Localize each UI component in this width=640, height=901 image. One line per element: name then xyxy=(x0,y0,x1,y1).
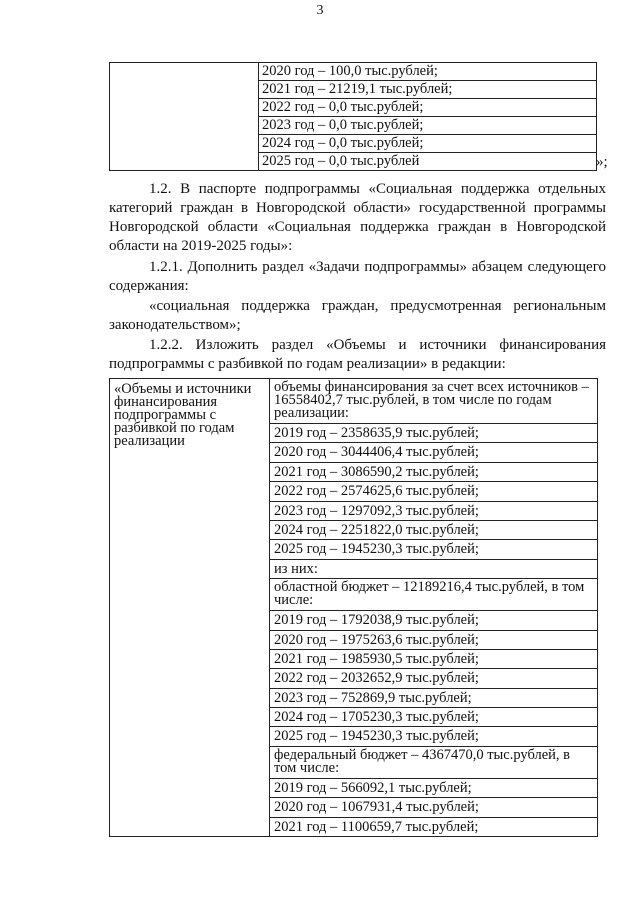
funding-line: 2019 год – 1792038,9 тыс.рублей; xyxy=(270,610,597,629)
funding-line: 2019 год – 2358635,9 тыс.рублей; xyxy=(270,423,597,442)
table-cell-empty xyxy=(110,63,259,171)
funding-line: 2021 год – 1985930,5 тыс.рублей; xyxy=(270,649,597,668)
funding-line: областной бюджет – 12189216,4 тыс.рублей, в том числе: xyxy=(270,578,597,610)
funding-line: 2024 год – 1705230,3 тыс.рублей; xyxy=(270,707,597,726)
paragraph-1-2: 1.2. В паспорте подпрограммы «Социальная поддержка отдельных категорий граждан в Новгородской области» государственной программы Новгородской области «Социальная поддержка граждан в Новгородской области на 2019-2025 годы»: xyxy=(109,181,606,254)
funding-line: объемы финансирования за счет всех источников – 16558402,7 тыс.рублей, в том числе по годам реализации: xyxy=(274,379,589,421)
funding-line: 2025 год – 1945230,3 тыс.рублей; xyxy=(270,539,597,558)
funding-line: 2023 год – 752869,9 тыс.рублей; xyxy=(270,688,597,707)
funding-line: 2024 год – 2251822,0 тыс.рублей; xyxy=(270,520,597,539)
page-number: 3 xyxy=(316,3,324,18)
funding-line: 2021 год – 1100659,7 тыс.рублей; xyxy=(270,817,597,836)
funding-table-continuation xyxy=(109,62,597,171)
funding-line: 2025 год – 1945230,3 тыс.рублей; xyxy=(270,726,597,745)
funding-line: 2020 год – 3044406,4 тыс.рублей; xyxy=(270,442,597,461)
funding-line: 2019 год – 566092,1 тыс.рублей; xyxy=(270,778,597,797)
table-cell-funding-years xyxy=(259,63,597,171)
paragraph-quote: «социальная поддержка граждан, предусмотренная региональным законодательством»; xyxy=(109,298,606,333)
funding-line: 2021 год – 21219,1 тыс.рублей; xyxy=(259,80,596,98)
funding-line: 2025 год – 0,0 тыс.рублей xyxy=(259,152,596,170)
funding-line: 2022 год – 0,0 тыс.рублей; xyxy=(259,98,596,116)
funding-line: 2023 год – 1297092,3 тыс.рублей; xyxy=(270,501,597,520)
paragraph-1-2-2: 1.2.2. Изложить раздел «Объемы и источники финансирования подпрограммы с разбивкой по годам реализации» в редакции: xyxy=(109,337,606,372)
funding-line: федеральный бюджет – 4367470,0 тыс.рублей, в том числе: xyxy=(270,746,597,778)
funding-line: 2020 год – 1975263,6 тыс.рублей; xyxy=(270,630,597,649)
funding-line: 2022 год – 2574625,6 тыс.рублей; xyxy=(270,481,597,500)
funding-line: 2022 год – 2032652,9 тыс.рублей; xyxy=(270,668,597,687)
funding-line: 2023 год – 0,0 тыс.рублей; xyxy=(259,116,596,134)
table-cell-funding-details xyxy=(270,379,598,837)
funding-line: 2020 год – 100,0 тыс.рублей; xyxy=(262,63,438,79)
funding-line: 2021 год – 3086590,2 тыс.рублей; xyxy=(270,462,597,481)
funding-sources-table xyxy=(109,378,598,837)
funding-line: 2024 год – 0,0 тыс.рублей; xyxy=(259,134,596,152)
funding-line: 2020 год – 1067931,4 тыс.рублей; xyxy=(270,797,597,816)
table-closing-quote: »; xyxy=(596,154,608,170)
funding-line: из них: xyxy=(270,559,597,578)
paragraph-1-2-1: 1.2.1. Дополнить раздел «Задачи подпрограммы» абзацем следующего содержания: xyxy=(109,259,606,294)
table-cell-section-title: «Объемы и источники финансирования подпрограммы с разбивкой по годам реализации xyxy=(110,379,270,837)
